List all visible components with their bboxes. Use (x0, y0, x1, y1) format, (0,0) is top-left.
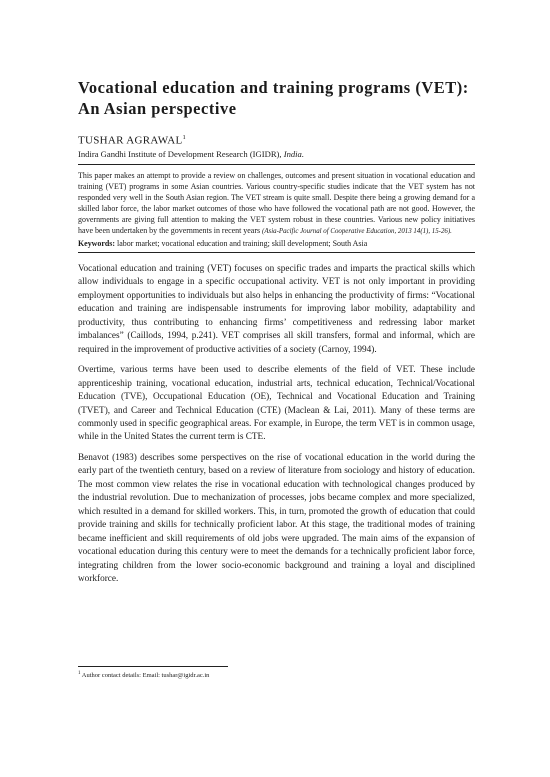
affiliation-text: Indira Gandhi Institute of Development Research (IGIDR), (78, 149, 284, 159)
paper-title: Vocational education and training programs (VET): An Asian perspective (78, 78, 469, 118)
abstract-citation: (Asia-Pacific Journal of Cooperative Education, 2013 14(1), 15-26). (262, 228, 452, 235)
keywords-label: Keywords: (78, 239, 116, 248)
body-paragraph-2: Overtime, various terms have been used to describe elements of the field of VET. These include apprenticeship training, vocational education, industrial arts, technical education, Technical/Vocational Education (TVE), Occupational Education (OE), Technical and Vocational Education and Training (TVET), and Career and Technical Education (CTE) (Maclean & Lai, 2011). Many of these terms are commonly used in specific geographical areas. For example, in Europe, the term VET is in common usage, while in the United States the current term is CTE. (78, 365, 475, 443)
abstract-text: This paper makes an attempt to provide a review on challenges, outcomes and present situation in vocational education and training (VET) programs in some Asian countries. Various country-specific studies indicate that the VET system has not responded very well in the South Asian region. The VET stream is quite small. Despite there being a growing demand for a skilled labor force, the labor market outcomes of those who have followed the vocational path are not good. However, the governments are giving full attention to making the VET system robust in these countries. Various new policy initiatives have been undertaken by the governments in recent years (78, 171, 475, 235)
affiliation-country: India. (283, 149, 305, 159)
keywords (78, 239, 367, 248)
footnote-rule (78, 666, 228, 667)
body-paragraph-1: Vocational education and training (VET) focuses on specific trades and imparts the practical skills which allow individuals to engage in a specific occupational activity. VET is not only important in providing employment opportunities to individuals but also helps in enhancing the productivity of firms: “Vocational education and training are indispensable instruments for improving labor mobility, adaptability and productivity, thus contributing to enhancing firms’ competitiveness and redressing labor market imbalances” (Caillods, 1994, p.241). VET comprises all skill transfers, formal and informal, which are required in the improvement of productive activities of a society (Carnoy, 1994). (78, 264, 475, 355)
footnote (78, 671, 209, 679)
keywords-text: labor market; vocational education and training; skill development; South Asia (115, 239, 368, 248)
author-name (78, 134, 186, 147)
body-text (78, 263, 475, 593)
author-name-text: TUSHAR AGRAWAL (78, 134, 183, 147)
footnote-text: Author contact details: Email: tushar@igidr.ac.in (80, 672, 210, 680)
body-paragraph-3: Benavot (1983) describes some perspectives on the rise of vocational education in the world during the early part of the twentieth century, based on a review of literature from sociology and history of education. The most common view relates the rise in vocational education with technological changes produced by the industrial revolution. Due to mechanization of processes, jobs became complex and more specialized, which resulted in a demand for skilled workers. This, in turn, promoted the growth of education that could provide training and skills for technically proficient labor. At this stage, the traditional modes of training became inefficient and skill requirements of old jobs were upgraded. The main aims of the expansion of vocational education during this century were to meet the demands for a technically proficient labor force, integrating children from the lower socio-economic background and training a loyal and disciplined workforce. (78, 452, 475, 584)
author-affiliation (78, 149, 304, 159)
abstract-bottom-rule (78, 252, 475, 253)
footnote-mark: 1 (78, 671, 81, 676)
abstract (78, 170, 475, 237)
abstract-top-rule (78, 164, 475, 165)
author-footnote-mark: 1 (182, 134, 187, 141)
